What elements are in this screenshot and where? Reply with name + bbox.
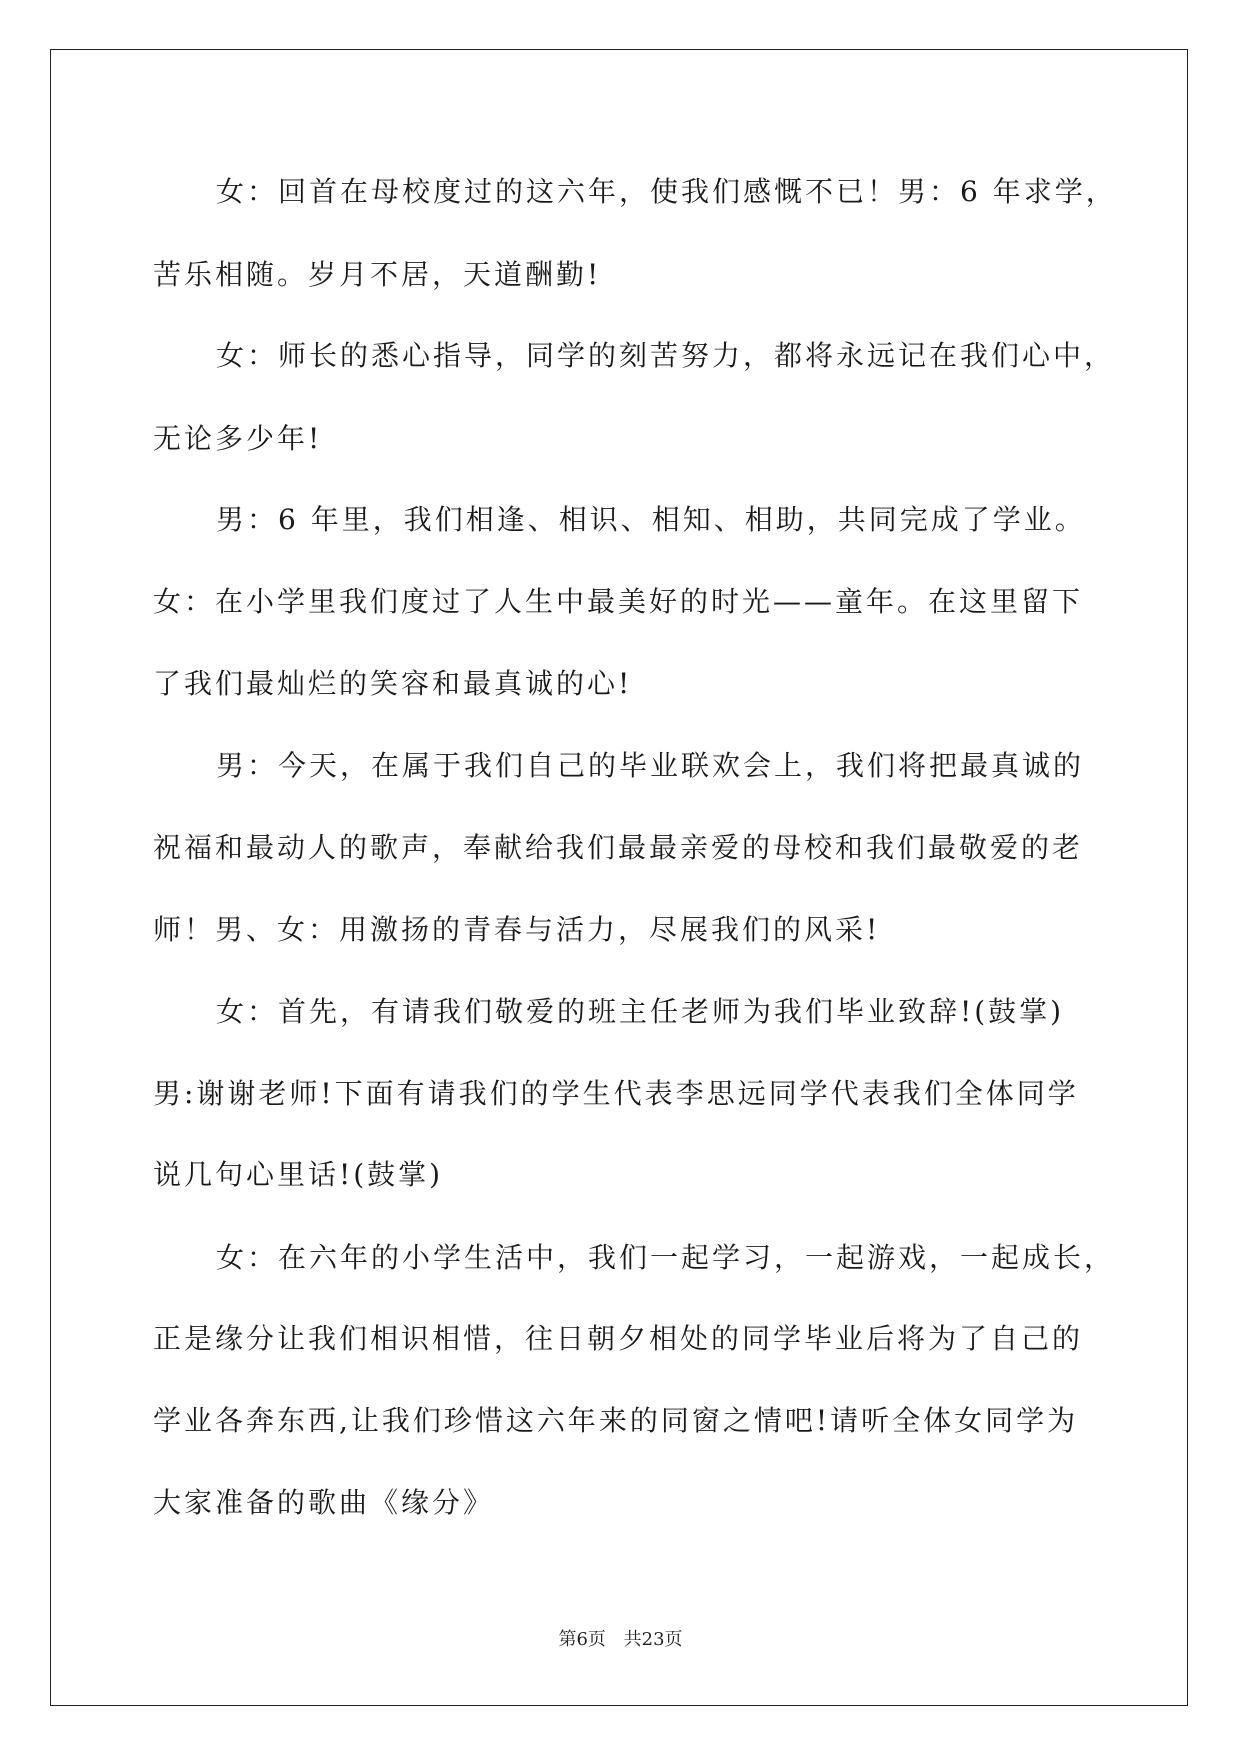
text-line: 女：在小学里我们度过了人生中最美好的时光——童年。在这里留下 <box>153 585 1084 618</box>
text-line: 无论多少年! <box>153 422 323 455</box>
text-line: 大家准备的歌曲《缘分》 <box>153 1486 495 1519</box>
text-line: 女：首先，有请我们敬爱的班主任老师为我们毕业致辞!(鼓掌) <box>216 995 1065 1028</box>
text-line: 正是缘分让我们相识相惜，往日朝夕相处的同学毕业后将为了自己的 <box>153 1322 1084 1355</box>
text-line: 了我们最灿烂的笑容和最真诚的心! <box>153 667 633 700</box>
page-border <box>50 49 1188 1706</box>
text-line: 男：6 年里，我们相逢、相识、相知、相助，共同完成了学业。 <box>216 503 1086 536</box>
text-line: 苦乐相随。岁月不居，天道酬勤! <box>153 258 602 291</box>
page-footer <box>0 1628 1241 1652</box>
page-number: 第6页 <box>558 1629 606 1650</box>
text-line: 学业各奔东西,让我们珍惜这六年来的同窗之情吧!请听全体女同学为 <box>153 1404 1079 1437</box>
text-line: 男：今天，在属于我们自己的毕业联欢会上，我们将把最真诚的 <box>216 749 1085 782</box>
text-line: 女：师长的悉心指导，同学的刻苦努力，都将永远记在我们心中， <box>216 339 1116 372</box>
text-line: 说几句心里话!(鼓掌) <box>153 1158 444 1191</box>
text-line: 女：在六年的小学生活中，我们一起学习，一起游戏，一起成长， <box>216 1241 1116 1274</box>
text-line: 男:谢谢老师!下面有请我们的学生代表李思远同学代表我们全体同学 <box>153 1077 1079 1110</box>
total-pages: 共23页 <box>623 1629 683 1650</box>
text-line: 女：回首在母校度过的这六年，使我们感慨不已！男：6 年求学， <box>216 175 1117 208</box>
text-line: 祝福和最动人的歌声，奉献给我们最最亲爱的母校和我们最敬爱的老 <box>153 831 1084 864</box>
text-line: 师！男、女：用激扬的青春与活力，尽展我们的风采! <box>153 913 881 946</box>
